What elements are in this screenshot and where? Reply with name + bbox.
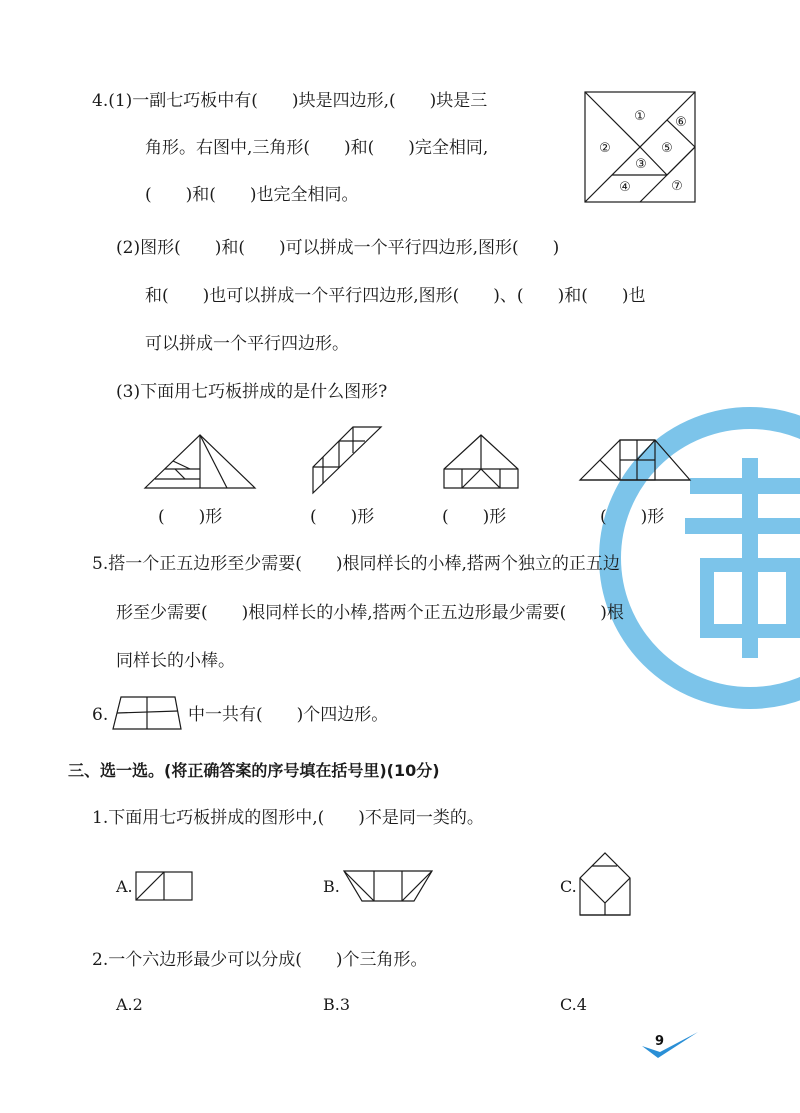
q4-part2-line-2: 和( )也可以拼成一个平行四边形,图形( )、( )和( )也 [145,286,646,306]
tangram-label-7: ⑦ [671,179,683,194]
s3-q2-option-a: A.2 [116,995,143,1014]
s3-q1-option-b-label: B. [323,877,340,896]
q5-line-3: 同样长的小棒。 [116,651,235,671]
q5-line-1: 5.搭一个正五边形至少需要( )根同样长的小棒,搭两个独立的正五边 [92,554,620,574]
s3-q1-option-a-figure [135,871,193,901]
q5-line-2: 形至少需要( )根同样长的小棒,搭两个正五边形最少需要( )根 [116,603,624,623]
shape-answer-3: ( )形 [442,507,507,527]
tangram-label-6: ⑥ [675,115,687,130]
checkmark-icon [640,1030,700,1062]
s3-q1-option-c-figure [579,852,631,916]
q6-quadrilateral-figure [113,695,183,731]
q6-text: 中一共有( )个四边形。 [188,705,389,725]
tangram-shape-boat [580,440,690,490]
tangram-label-2: ② [599,141,611,156]
page-number: 9 [655,1034,665,1049]
tangram-label-3: ③ [635,157,647,172]
s3-q1-option-c-label: C. [560,877,577,896]
tangram-shape-parallelogram [313,427,383,495]
q4-line-1: 4.(1)一副七巧板中有( )块是四边形,( )块是三 [92,91,488,111]
tangram-square-figure [585,92,695,202]
s3-q2-text: 2.一个六边形最少可以分成( )个三角形。 [92,950,428,970]
shape-answer-2: ( )形 [310,507,375,527]
q4-part2-line-1: (2)图形( )和( )可以拼成一个平行四边形,图形( ) [116,238,560,258]
shape-answer-1: ( )形 [158,507,223,527]
section3-heading: 三、选一选。(将正确答案的序号填在括号里)(10分) [68,761,440,780]
shape-answer-4: ( )形 [600,507,665,527]
q4-part3-question: (3)下面用七巧板拼成的是什么图形? [116,382,388,402]
tangram-shape-triangle [145,435,255,490]
s3-q2-option-b: B.3 [323,995,351,1014]
q4-line-2: 角形。右图中,三角形( )和( )完全相同, [145,138,489,158]
tangram-label-5: ⑤ [661,141,673,156]
q6-number: 6. [92,705,109,725]
s3-q1-option-a-label: A. [116,877,133,896]
tangram-shape-house [444,435,518,490]
tangram-label-4: ④ [619,180,631,195]
tangram-label-1: ① [634,109,646,124]
q4-part2-line-3: 可以拼成一个平行四边形。 [145,334,349,354]
s3-q1-option-b-figure [344,870,432,902]
s3-q2-option-c: C.4 [560,995,587,1014]
q4-line-3: ( )和( )也完全相同。 [145,185,359,205]
s3-q1-text: 1.下面用七巧板拼成的图形中,( )不是同一类的。 [92,808,484,828]
